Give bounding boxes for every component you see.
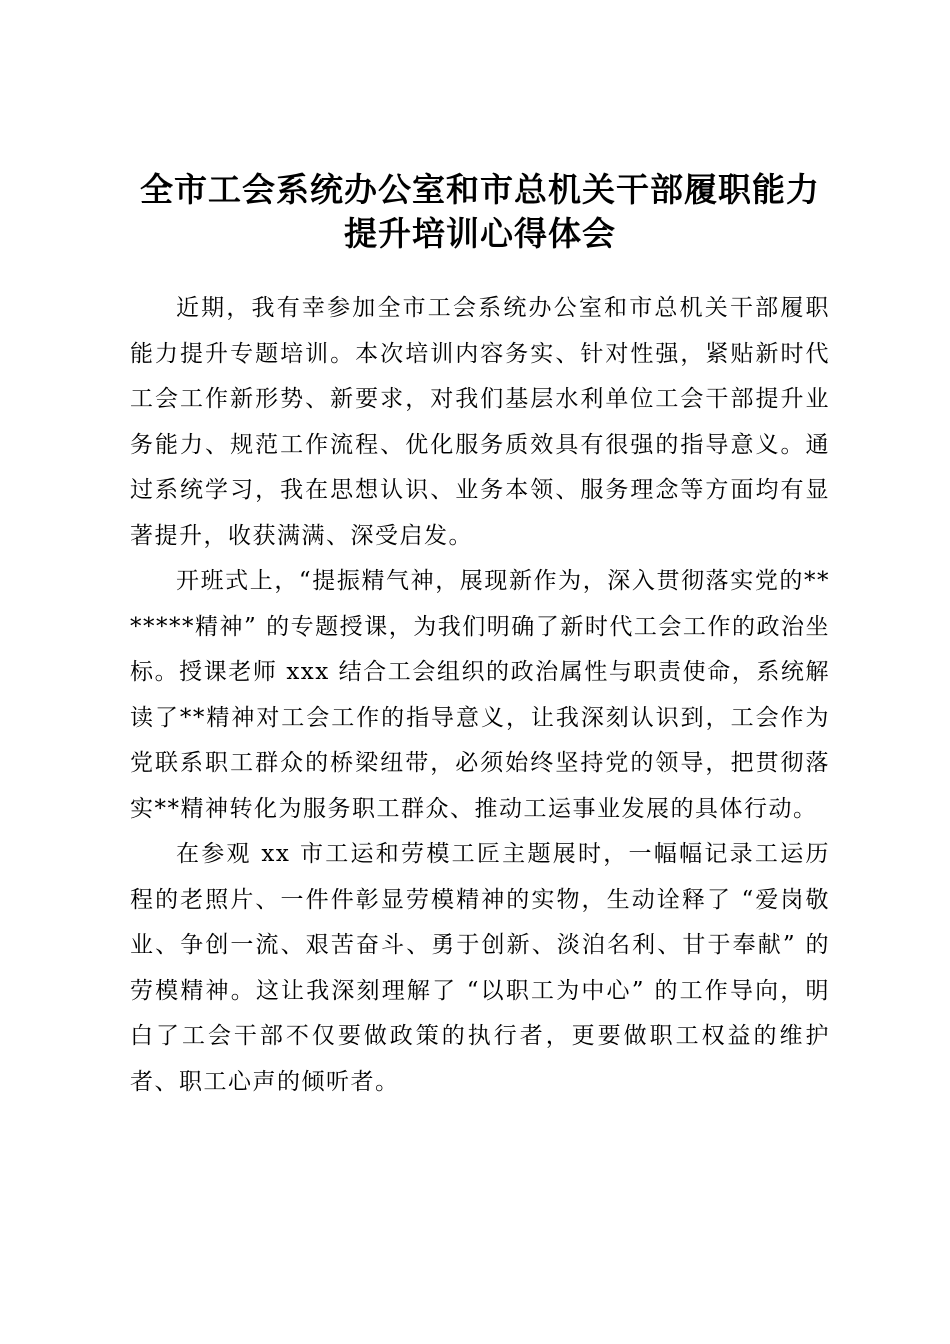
paragraph-1: 近期，我有幸参加全市工会系统办公室和市总机关干部履职能力提升专题培训。本次培训内容务实、针对性强，紧贴新时代工会工作新形势、新要求，对我们基层水利单位工会干部提升业务能力、规范工作流程、优化服务质效具有很强的指导意义。通过系统学习，我在思想认识、业务本领、服务理念等方面均有显著提升，收获满满、深受启发。 xyxy=(130,295,830,549)
document-page xyxy=(130,168,830,1105)
paragraph-2: 开班式上，“提振精气神，展现新作为，深入贯彻落实党的*******精神” 的专题授课，为我们明确了新时代工会工作的政治坐标。授课老师 xxx 结合工会组织的政治属性与职责使命，系统解读了**精神对工会工作的指导意义，让我深刻认识到，工会作为党联系职工群众的桥梁纽带，必须始终坚持党的领导，把贯彻落实**精神转化为服务职工群众、推动工运事业发展的具体行动。 xyxy=(130,568,830,822)
document-title xyxy=(130,168,830,256)
paragraph-3: 在参观 xx 市工运和劳模工匠主题展时，一幅幅记录工运历程的老照片、一件件彰显劳模精神的实物，生动诠释了 “爱岗敬业、争创一流、艰苦奋斗、勇于创新、淡泊名利、甘于奉献” 的劳模精神。这让我深刻理解了 “以职工为中心” 的工作导向，明白了工会干部不仅要做政策的执行者，更要做职工权益的维护者、职工心声的倾听者。 xyxy=(130,841,830,1095)
title-line-2: 提升培训心得体会 xyxy=(344,214,616,253)
title-line-1: 全市工会系统办公室和市总机关干部履职能力 xyxy=(140,170,820,209)
